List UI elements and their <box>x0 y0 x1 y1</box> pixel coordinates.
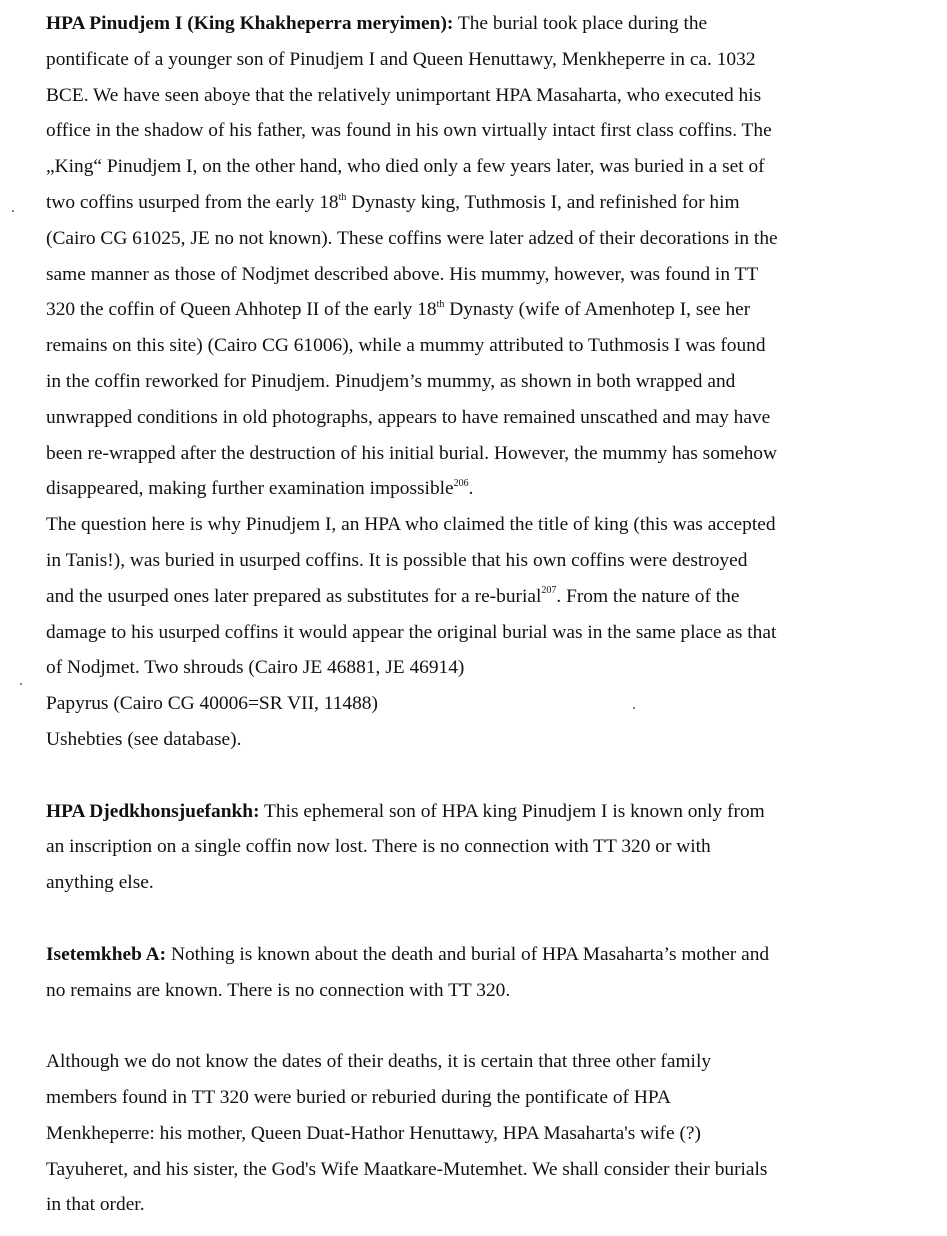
paragraph-isetemkheb <box>46 937 926 1009</box>
text-line: Papyrus (Cairo CG 40006=SR VII, 11488) <box>46 693 378 715</box>
section-heading-pinudjem: HPA Pinudjem I (King Khakheperra meryimen): <box>46 13 454 34</box>
text-line: disappeared, making further examination impossible$^{206}$. <box>46 477 474 500</box>
scan-speck <box>12 210 14 212</box>
text-line: been re-wrapped after the destruction of his initial burial. However, the mummy has somehow <box>46 442 778 464</box>
scan-speck <box>633 707 635 709</box>
text-line: HPA Pinudjem I (King Khakheperra meryimen): The burial took place during the <box>46 13 708 34</box>
text-line: two coffins usurped from the early 18th Dynasty king, Tuthmosis I, and refinished for him <box>46 191 740 213</box>
text-line: The question here is why Pinudjem I, an HPA who claimed the title of king (this was accepted <box>46 514 776 536</box>
scan-speck <box>20 683 22 685</box>
text-line: BCE. We have seen aboye that the relatively unimportant HPA Masaharta, who executed his <box>46 84 762 106</box>
text-line: damage to his usurped coffins it would appear the original burial was in the same place as that <box>46 621 777 643</box>
section-heading-isetemkheb: Isetemkheb A: <box>46 943 167 965</box>
text-line: unwrapped conditions in old photographs, appears to have remained unscathed and may have <box>46 406 771 428</box>
text-line: no remains are known. There is no connection with TT 320. <box>46 979 511 1001</box>
text-line: and the usurped ones later prepared as substitutes for a re-burial$^{207}$. From the nature of the <box>46 585 740 607</box>
superscript: th <box>338 191 347 203</box>
section-heading-djedkhonsjuefankh: HPA Djedkhonsjuefankh: <box>46 800 260 822</box>
text-line: in that order. <box>46 1194 145 1216</box>
text-line: same manner as those of Nodjmet described above. His mummy, however, was found in TT <box>46 263 759 285</box>
document-page <box>46 6 926 1223</box>
text-line: in the coffin reworked for Pinudjem. Pinudjem’s mummy, as shown in both wrapped and <box>46 370 736 392</box>
text-line: members found in TT 320 were buried or reburied during the pontificate of HPA <box>46 1086 671 1108</box>
text-line: Tayuheret, and his sister, the God's Wife Maatkare-Mutemhet. We shall consider their burials <box>46 1158 768 1180</box>
paragraph-djedkhonsjuefankh <box>46 794 926 901</box>
paragraph-gap <box>46 901 926 937</box>
superscript: th <box>436 298 445 310</box>
text-line: anything else. <box>46 872 154 894</box>
text-line: HPA Djedkhonsjuefankh: This ephemeral son of HPA king Pinudjem I is known only from <box>46 800 765 822</box>
text-line: in Tanis!), was buried in usurped coffins. It is possible that his own coffins were destroyed <box>46 549 748 571</box>
text-line: of Nodjmet. Two shrouds (Cairo JE 46881, JE 46914) <box>46 657 465 679</box>
paragraph-gap <box>46 758 926 794</box>
text-line: remains on this site) (Cairo CG 61006), while a mummy attributed to Tuthmosis I was found <box>46 335 766 357</box>
paragraph-pinudjem <box>46 6 926 758</box>
text-line: 320 the coffin of Queen Ahhotep II of the early 18th Dynasty (wife of Amenhotep I, see her <box>46 298 751 321</box>
text-line: an inscription on a single coffin now lost. There is no connection with TT 320 or with <box>46 836 711 858</box>
paragraph-gap <box>46 1008 926 1044</box>
text-line: Menkheperre: his mother, Queen Duat-Hathor Henuttawy, HPA Masaharta's wife (?) <box>46 1122 701 1144</box>
footnote-ref-206: 206 <box>453 477 469 489</box>
text-line: office in the shadow of his father, was found in his own virtually intact first class coffins. The <box>46 120 772 142</box>
text-line: pontificate of a younger son of Pinudjem I and Queen Henuttawy, Menkheperre in ca. 1032 <box>46 48 756 70</box>
text-line: „King“ Pinudjem I, on the other hand, who died only a few years later, was buried in a set of <box>46 156 765 178</box>
footnote-ref-207: 207 <box>541 585 557 597</box>
text-line: Although we do not know the dates of their deaths, it is certain that three other family <box>46 1051 712 1073</box>
text-line: Isetemkheb A: Nothing is known about the death and burial of HPA Masaharta’s mother and <box>46 943 770 965</box>
text-line: Ushebties (see database). <box>46 728 242 750</box>
text-line: (Cairo CG 61025, JE no not known). These coffins were later adzed of their decorations in the <box>46 227 778 249</box>
paragraph-family-members <box>46 1044 926 1223</box>
